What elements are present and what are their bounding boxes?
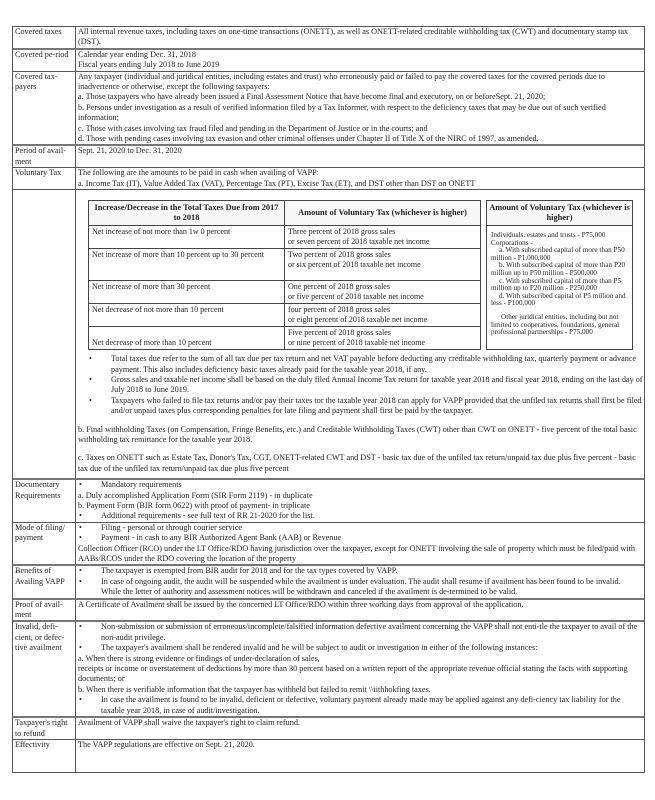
invalid-text: The taxpayer's availment shall be rendered invalid and he will be subject to audit or investigation in either of the following instances: (101, 643, 538, 653)
benefit-text: In case of ongoing audit, the audit will be suspended while the availment is under evaluation. The audit shall resume if availment has been found to be invalid. While the letter of authority and assessment notices will be withdrawn and canceled if the availment is de-termined to be valid. (101, 576, 621, 597)
requirement-item: b. Payment Form (BIR form 0622) with proof of payment- in triplicate (78, 500, 310, 510)
voluntary-sub-b: b. Final withholding Taxes (on Compensation, Fringe Benefits, etc.) and Creditable Withholding Taxes (CWT) other than CWT on ONETT - five percent of the total basic withholding tax remittance for the taxable year 2018. (78, 424, 637, 444)
note-text: Total taxes due refer to the sum of all tax due per tax return and net VAT payable before deducting any creditable withholding tax, quarterly payment or advance payment. This also includes deficiency basic taxes already paid for the taxable year 2018, if any. (111, 354, 637, 374)
taxpayers-intro: Any taxpayer (individual and juridical entities, including estates and trust) who erroneously paid or failed to pay the covered taxes for the covered periods due to inadvertence or otherwise, except the following taxpayers: (78, 71, 606, 92)
note-item (88, 354, 644, 375)
vapp-summary-table (12, 26, 645, 773)
voluntary-sub-a: a. Income Tax (IT), Value Added Tax (VAT), Percentage Tax (PT), Excise Tax (ET), and DST other than DST on ONETT (78, 178, 476, 188)
individuals-amount: Individuals, estates and trusts - P75,000 (491, 231, 606, 240)
row-label: Covered taxes (13, 27, 76, 48)
mode-text: Filing - personal or through courier service (101, 522, 242, 532)
mode-continuation: Collection Officer (RCO) under the LT Office/RDO having jurisdiction over the taxpayer, except for ONETT involving the sale of property which must be filed/paid with AABs/RCOS under the RDO covering the location of the property (78, 543, 635, 563)
benefit-text: The taxpayer is exempted from BIR audit for 2018 and for the tax types covered by VAPP. (101, 566, 398, 576)
invalid-bullet (78, 695, 641, 716)
table-header-row (89, 201, 481, 226)
amount-net: or nine percent of 2018 taxable net income (288, 338, 426, 348)
table-row (89, 327, 481, 350)
row-label: Covered pe-riod (13, 50, 76, 71)
invalid-item: a. When there is strong evidence or findings of under-declaration of sales, (78, 653, 320, 663)
amount-net: or five percent of 2018 taxable net income (288, 292, 424, 302)
voluntary-notes (88, 354, 644, 416)
row-content (76, 50, 644, 71)
bullet-icon: • (89, 354, 92, 364)
row-covered-taxes (13, 27, 644, 48)
bullet-icon: • (79, 533, 82, 543)
amount-cell (285, 327, 481, 350)
invalid-text: In case the availment is found to be invalid, deficient or defective, voluntary payment already made may be applied against any defi-ciency tax liability for the taxable year 2018, in case of audit/investigation. (101, 695, 621, 715)
exception-item: d. Those with pending cases involving tax evasion and other criminal offenses under Chapter II of Title X of the NIRC of 1997, as amended. (78, 134, 539, 144)
row-content: Sept. 21, 2020 to Dec. 31, 2020 (78, 146, 182, 156)
exception-item: c. Those with cases involving tax fraud filed and pending in the Department of Justice or in the courts; and (78, 123, 428, 133)
amount-cell (285, 281, 481, 304)
row-invalid-availment (13, 620, 644, 716)
table-row (89, 281, 481, 304)
amount-gross: Two percent of 2018 gross sales (288, 250, 391, 260)
row-content (76, 566, 644, 597)
fixed-amount-header: Amount of Voluntary Tax (whichever is higher) (487, 201, 632, 226)
row-period-of-availment (13, 144, 644, 167)
bullet-icon: • (89, 395, 92, 405)
fixed-amount-body (487, 226, 632, 341)
benefit-bullet (78, 566, 641, 576)
row-covered-period (13, 48, 644, 71)
note-item (88, 396, 644, 417)
row-content: The VAPP regulations are effective on Sept. 21, 2020. (78, 739, 255, 749)
mode-bullet (78, 523, 641, 533)
bullet-icon: • (79, 622, 82, 632)
exception-item: b. Persons under investigation as a result of verified information filed by a Tax Informer, with respect to the deficiency taxes that may be due out of such verified information; (78, 102, 606, 123)
row-documentary-requirements (13, 478, 644, 522)
invalid-bullet (78, 643, 641, 653)
change-cell: Net increase of more than 30 percent (89, 281, 285, 304)
row-content: A Certificate of Availment shall be issued by the concerned LT Office/RDO within three working days from approval of the application. (78, 599, 524, 609)
row-covered-taxpayers (13, 71, 644, 145)
row-proof-of-availment (13, 598, 644, 621)
voluntary-other-taxes (76, 417, 644, 479)
row-content (76, 72, 644, 145)
bullet-icon: • (79, 511, 82, 521)
amount-gross: Three percent of 2018 gross sales (288, 227, 396, 237)
amount-net: or eight percent of 2018 taxable net income (288, 315, 428, 325)
row-label: Period of avail-ment (13, 146, 76, 167)
period-line: Calendar year ending Dec. 31, 2018 (78, 49, 196, 59)
corporation-tier: c. With subscribed capital of more than P5 million up to P20 million - P250,000 (491, 276, 622, 293)
requirement-bullet (78, 511, 641, 521)
header-change: Increase/Decrease in the Total Taxes Due from 2017 to 2018 (89, 201, 285, 226)
row-content: Availment of VAPP shall waive the taxpayer's right to claim refund. (78, 718, 300, 728)
invalid-text: Non-submission or submission of erroneous/incomplete/falsified information defective availment concerning the VAPP shall not enti-tle the taxpayer to avail of the non-audit privilege. (101, 622, 638, 642)
mode-bullet (78, 533, 641, 543)
voluntary-tax-rate-table (88, 200, 481, 350)
row-voluntary-tax (13, 167, 644, 189)
row-label: Covered tax-payers (13, 72, 76, 145)
invalid-item: receipts or income or overstatement of deductions by more than 30 percent based on a written report of the appropriate revenue official stating the facts with supporting documents; or (78, 664, 628, 684)
bullet-icon: • (79, 480, 82, 490)
exception-item: a. Those taxpayers who have already been issued a Final Assessment Notice that have become final and executory, on or beforeSept. 21, 2020; (78, 92, 546, 102)
bullet-icon: • (79, 522, 82, 532)
other-entities-amount: Other juridical entities, including but not limited to cooperatives, foundations, general professional partnerships - P75,000 (491, 313, 620, 337)
benefit-bullet (78, 577, 641, 598)
change-cell: Net increase of more than 10 percent up to 30 percent (89, 249, 285, 281)
header-amount: Amount of Voluntary Tax (whichever is higher) (285, 201, 481, 226)
row-content: All internal revenue taxes, including taxes on one-time transactions (ONETT), as well as ONETT-related creditable withholding tax (CWT) and documentary stamp tax (DST). (78, 27, 629, 47)
change-cell: Net decrease of not more than 10 percent (89, 304, 285, 327)
note-text: Taxpayers who failed to file tax returns and/or pay their taxes tor the taxable year 2018 can apply for VAPP provided that the unfiled tax returns shall first be filed and/or unpaid taxes plus corresponding penalties for late filing and payment shall first be paid by the taxpayer. (111, 395, 642, 416)
note-text: Gross sales and taxable net income shall be based on the duly filed Annual Income Tax return for taxable year 2018 and fiscal year 2018, ending on the last day of July 2018 to June 2019. (111, 374, 643, 395)
amount-cell (285, 226, 481, 249)
row-label-empty (13, 190, 76, 478)
period-line: Fiscal years ending July 2018 to June 2019 (78, 60, 220, 70)
row-voluntary-tax-details (13, 189, 644, 478)
row-label: Invalid, defi-cient, or defec-tive availment (13, 622, 76, 716)
row-label: Voluntary Tax (13, 168, 76, 189)
amount-net: or six percent of 2018 taxable net income (288, 260, 421, 270)
note-item (88, 375, 644, 396)
corporation-tier: b. With subscribed capital of more than P20 million up to P50 million - P500,000 (491, 261, 626, 278)
bullet-icon: • (79, 643, 82, 653)
change-cell: Net increase of not more than 1w 0 percent (89, 226, 285, 249)
corporation-tier: d. With subscribed capital of P5 million and less - P100,000 (491, 291, 626, 308)
voluntary-intro: The following are the amounts to be paid in cash when availing of VAPP: (78, 168, 319, 178)
row-label: Benefits of Availing VAPP (13, 566, 76, 597)
amount-gross: Five percent of 2018 gross sales (288, 328, 391, 338)
table-row (89, 226, 481, 249)
row-label: Documentary Requirements (13, 480, 76, 522)
row-effectivity (13, 739, 644, 772)
bullet-icon: • (79, 695, 82, 705)
row-label: Taxpayer's right to refund (13, 718, 76, 739)
bullet-icon: • (79, 576, 82, 586)
row-content (76, 523, 644, 565)
requirement-bullet (78, 480, 641, 490)
bullet-icon: • (79, 566, 82, 576)
corporations-label: Corporations - (491, 238, 533, 247)
mode-text: Payment - in cash to any BIR Authorized Agent Bank (AAB) or Revenue (101, 533, 342, 543)
row-content (76, 190, 644, 478)
row-mode-of-filing (13, 522, 644, 565)
invalid-bullet (78, 622, 641, 643)
bullet-icon: • (89, 374, 92, 384)
amount-gross: One percent of 2018 gross sales (288, 282, 390, 292)
row-content (76, 168, 644, 189)
table-row (89, 304, 481, 327)
row-right-to-refund (13, 716, 644, 739)
row-benefits (13, 564, 644, 597)
table-row (89, 249, 481, 281)
row-label: Effectivity (13, 740, 76, 772)
row-label: Mode of filing/ payment (13, 523, 76, 565)
row-label: Proof of avail-ment (13, 600, 76, 621)
voluntary-tax-tables (88, 200, 644, 350)
amount-gross: four percent of 2018 gross sales (288, 305, 390, 315)
amount-net: or seven percent of 2018 taxable net income (288, 237, 430, 247)
corporation-tier: a. With subscribed capital of more than P50 million - P1,000,000 (491, 246, 625, 262)
amount-cell (285, 249, 481, 281)
invalid-item: b. When there is verifiable information that the taxpayer bas withheld but failed to remit \\tithhokfing taxes. (78, 684, 431, 694)
amount-cell (285, 304, 481, 327)
row-content (76, 622, 644, 716)
row-content (76, 480, 644, 522)
voluntary-sub-c: c. Taxes on ONETT such as Estate Tax, Donor's Tax, CGT, ONETT-related CWT and DST - basic tax due of the unfiled tax return/unpaid tax due plus five percent - basic tax due of the unfiled tax return/unpaid tax due plus five percent (78, 453, 636, 473)
change-cell: Net decrease of more than 10 percent (89, 327, 285, 350)
requirement-text: Mandatory requirements (101, 480, 182, 490)
requirement-text: Additional requirements - see full text of RR 21-2020 for the list. (101, 511, 315, 521)
fixed-amount-box (486, 200, 633, 350)
requirement-item: a. Duly accomplished Application Form (SIR Form 2119) - in duplicate (78, 490, 313, 500)
